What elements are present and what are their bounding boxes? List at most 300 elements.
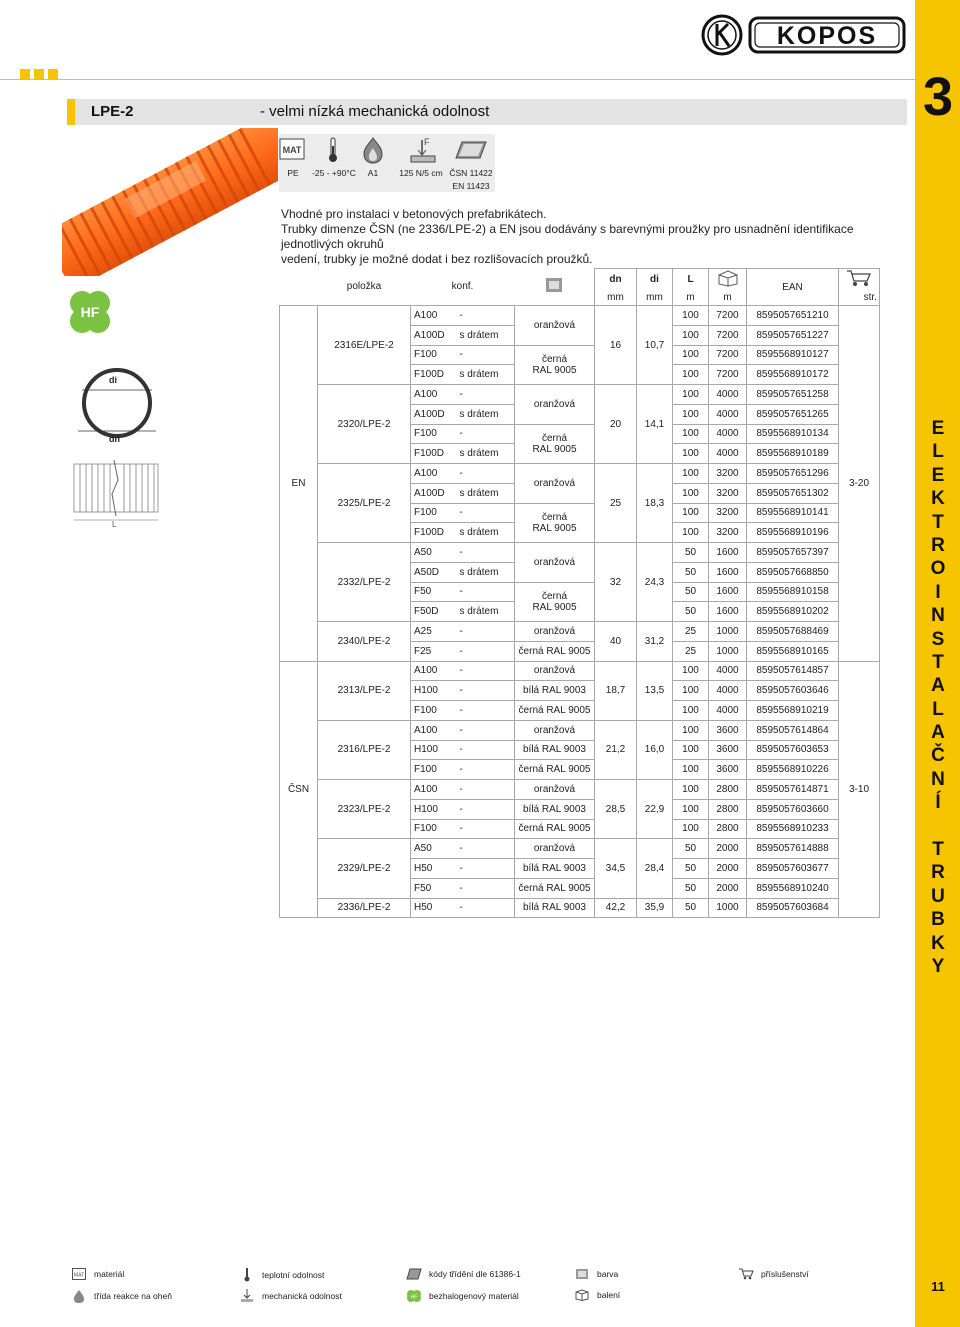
wire-option: - <box>457 780 515 800</box>
item-code: 2332/LPE-2 <box>318 543 411 622</box>
legend-label: třída reakce na oheň <box>94 1291 172 1301</box>
legend-item <box>238 1289 342 1303</box>
side-label-letter: T <box>932 651 944 673</box>
ean-value: 8595568910226 <box>747 760 839 780</box>
svg-text:HF: HF <box>80 304 100 320</box>
color-name: oranžová <box>515 661 595 681</box>
wire-option: s drátem <box>457 602 515 622</box>
color-swatch-icon <box>515 269 595 306</box>
side-label-letter: A <box>931 675 945 697</box>
pack-value: 4000 <box>709 444 747 464</box>
chapter-number: 3 <box>922 67 954 127</box>
wire-option: - <box>457 819 515 839</box>
color-name <box>515 503 595 543</box>
header-rule <box>0 79 915 80</box>
color-name: oranžová <box>515 464 595 504</box>
side-label-letter: K <box>931 932 945 954</box>
ean-value: 8595568910219 <box>747 701 839 721</box>
conf-code: F100D <box>411 444 457 464</box>
standard-label: ČSN <box>280 661 318 918</box>
item-code: 2316/LPE-2 <box>318 720 411 779</box>
header-square <box>34 69 44 79</box>
conf-code: F100 <box>411 701 457 721</box>
pack-value: 3600 <box>709 760 747 780</box>
package-icon <box>709 269 747 291</box>
wire-option: - <box>457 681 515 701</box>
unit-pack: m <box>709 290 747 306</box>
color-name-line: černá <box>541 590 567 602</box>
flame-icon <box>360 136 386 164</box>
ean-value: 8595057614857 <box>747 661 839 681</box>
ean-value: 8595057614888 <box>747 839 839 859</box>
spec-standard: EN 11423 <box>452 181 490 191</box>
color-name: bílá RAL 9003 <box>515 898 595 918</box>
standard-label: EN <box>280 306 318 662</box>
side-label-letter: O <box>930 558 946 580</box>
pack-value: 2800 <box>709 780 747 800</box>
side-label-letter: N <box>931 768 945 790</box>
length-value: 100 <box>673 424 709 444</box>
side-label-letter: Y <box>931 955 945 977</box>
color-name: oranžová <box>515 543 595 583</box>
color-name-line: černá <box>541 353 567 365</box>
spec-mechanical: 125 N/5 cm <box>399 168 443 178</box>
side-label-letter: L <box>932 698 944 720</box>
ean-value: 8595057614864 <box>747 720 839 740</box>
svg-text:dn: dn <box>109 434 120 444</box>
page-number: 11 <box>931 1279 945 1294</box>
package-icon <box>573 1289 591 1301</box>
header-conf: konf. <box>451 281 474 293</box>
conf-code: F100 <box>411 424 457 444</box>
description-line: Trubky dimenze ČSN (ne 2336/LPE-2) a EN jsou dodávány s barevnými proužky pro usnadnění identifikace jednotlivých okruhů <box>281 222 854 251</box>
inner-diameter: 10,7 <box>637 306 673 385</box>
color-name: černá RAL 9005 <box>515 641 595 661</box>
side-label-letter: E <box>931 464 945 486</box>
ean-value: 8595568910134 <box>747 424 839 444</box>
conf-code: A50 <box>411 839 457 859</box>
spec-standard: ČSN 11422 <box>449 168 493 178</box>
legend-item <box>70 1289 172 1303</box>
product-code: LPE-2 <box>91 103 134 120</box>
flame-icon <box>70 1289 88 1303</box>
length-value: 25 <box>673 622 709 642</box>
pack-value: 7200 <box>709 306 747 326</box>
ean-value: 8595568910172 <box>747 365 839 385</box>
wire-option: s drátem <box>457 483 515 503</box>
legend-item <box>573 1268 618 1280</box>
ean-value: 8595568910189 <box>747 444 839 464</box>
outer-diameter: 40 <box>595 622 637 662</box>
conf-code: A100D <box>411 325 457 345</box>
unit-dn: mm <box>595 290 637 306</box>
legend-label: barva <box>597 1269 619 1279</box>
legend-label: materiál <box>94 1269 125 1279</box>
side-label-letter: A <box>931 722 945 744</box>
accessories-cart-icon <box>737 1268 755 1280</box>
outer-diameter: 25 <box>595 464 637 543</box>
item-code: 2313/LPE-2 <box>318 661 411 720</box>
outer-diameter: 16 <box>595 306 637 385</box>
color-name: oranžová <box>515 306 595 346</box>
color-ral-line: RAL 9005 <box>532 364 577 376</box>
kopos-logo <box>700 13 906 57</box>
code-tag-icon <box>405 1268 423 1280</box>
pack-value: 3600 <box>709 720 747 740</box>
side-label-letter: B <box>931 909 945 931</box>
wire-option: - <box>457 622 515 642</box>
ean-value: 8595057657397 <box>747 543 839 563</box>
pack-value: 7200 <box>709 345 747 365</box>
side-label-letter: R <box>931 862 945 884</box>
ean-value: 8595057651227 <box>747 325 839 345</box>
wire-option: - <box>457 641 515 661</box>
pack-value: 7200 <box>709 365 747 385</box>
length-value: 50 <box>673 859 709 879</box>
wire-option: - <box>457 661 515 681</box>
inner-diameter: 13,5 <box>637 661 673 720</box>
outer-diameter: 20 <box>595 385 637 464</box>
pack-value: 1000 <box>709 641 747 661</box>
halogen-free-badge <box>64 289 116 339</box>
pack-value: 4000 <box>709 701 747 721</box>
length-value: 100 <box>673 701 709 721</box>
outer-diameter: 28,5 <box>595 780 637 839</box>
ean-value: 8595568910240 <box>747 878 839 898</box>
length-value: 100 <box>673 760 709 780</box>
color-name: bílá RAL 9003 <box>515 681 595 701</box>
conf-code: A100D <box>411 404 457 424</box>
pack-value: 3200 <box>709 483 747 503</box>
conf-code: A25 <box>411 622 457 642</box>
item-code: 2320/LPE-2 <box>318 385 411 464</box>
length-value: 25 <box>673 641 709 661</box>
wire-option: - <box>457 701 515 721</box>
color-name: oranžová <box>515 720 595 740</box>
ean-value: 8595568910165 <box>747 641 839 661</box>
length-value: 100 <box>673 523 709 543</box>
svg-text:KOPOS: KOPOS <box>776 22 878 50</box>
length-value: 100 <box>673 661 709 681</box>
conf-code: A100 <box>411 720 457 740</box>
side-label-letter: T <box>932 839 944 861</box>
outer-diameter: 21,2 <box>595 720 637 779</box>
product-description <box>281 207 911 267</box>
product-subtitle: - velmi nízká mechanická odolnost <box>260 103 490 120</box>
item-code: 2323/LPE-2 <box>318 780 411 839</box>
table-row <box>280 720 880 740</box>
header-dn: dn <box>595 269 637 291</box>
conf-code: H100 <box>411 681 457 701</box>
pack-value: 2000 <box>709 839 747 859</box>
side-label-letter: R <box>931 534 945 556</box>
conf-code: A100 <box>411 306 457 326</box>
inner-diameter: 31,2 <box>637 622 673 662</box>
pack-value: 2000 <box>709 878 747 898</box>
inner-diameter: 28,4 <box>637 839 673 898</box>
description-line: vedení, trubky je možné dodat i bez rozlišovacích proužků. <box>281 252 593 266</box>
conf-code: F100D <box>411 523 457 543</box>
thermometer-icon <box>326 136 340 164</box>
inner-diameter: 14,1 <box>637 385 673 464</box>
color-name: bílá RAL 9003 <box>515 859 595 879</box>
item-code: 2340/LPE-2 <box>318 622 411 662</box>
wire-option: - <box>457 878 515 898</box>
ean-value: 8595057603646 <box>747 681 839 701</box>
length-value: 50 <box>673 878 709 898</box>
length-value: 100 <box>673 681 709 701</box>
color-name-line: černá <box>541 511 567 523</box>
force-icon <box>238 1289 256 1303</box>
pack-value: 1600 <box>709 582 747 602</box>
ean-value: 8595057668850 <box>747 562 839 582</box>
material-icon <box>279 137 305 161</box>
spec-fire-class: A1 <box>367 168 379 178</box>
legend-label: příslušenství <box>761 1269 809 1279</box>
inner-diameter: 35,9 <box>637 898 673 918</box>
pack-value: 4000 <box>709 661 747 681</box>
conf-code: A100 <box>411 464 457 484</box>
header-item: položka <box>346 281 382 293</box>
svg-text:F: F <box>424 137 430 147</box>
accessories-cart-icon <box>839 269 880 291</box>
length-value: 100 <box>673 404 709 424</box>
ean-value: 8595568910127 <box>747 345 839 365</box>
ean-value: 8595568910202 <box>747 602 839 622</box>
color-name: černá RAL 9005 <box>515 701 595 721</box>
legend-label: mechanická odolnost <box>262 1291 342 1301</box>
pack-value: 4000 <box>709 404 747 424</box>
svg-text:MAT: MAT <box>282 145 302 155</box>
header-di: di <box>637 269 673 291</box>
table-row <box>280 898 880 918</box>
conf-code: F50 <box>411 878 457 898</box>
side-label-letter: U <box>931 885 945 907</box>
length-value: 50 <box>673 898 709 918</box>
legend-item <box>238 1268 324 1282</box>
force-icon <box>408 136 438 164</box>
wire-option: - <box>457 543 515 563</box>
ean-value: 8595057603660 <box>747 799 839 819</box>
unit-page: str. <box>839 290 880 306</box>
inner-diameter: 16,0 <box>637 720 673 779</box>
wire-option: - <box>457 799 515 819</box>
color-name: oranžová <box>515 780 595 800</box>
side-label-letter: N <box>931 605 945 627</box>
ean-value: 8595057651296 <box>747 464 839 484</box>
halogen-free-icon <box>405 1289 423 1303</box>
pack-value: 1600 <box>709 543 747 563</box>
conf-code: F50 <box>411 582 457 602</box>
wire-option: s drátem <box>457 365 515 385</box>
color-name <box>515 345 595 385</box>
ean-value: 8595057603677 <box>747 859 839 879</box>
unit-di: mm <box>637 290 673 306</box>
color-name: černá RAL 9005 <box>515 878 595 898</box>
item-code: 2336/LPE-2 <box>318 898 411 918</box>
wire-option: - <box>457 839 515 859</box>
length-value: 100 <box>673 483 709 503</box>
legend-label: bezhalogenový materiál <box>429 1291 519 1301</box>
wire-option: - <box>457 582 515 602</box>
pack-value: 3200 <box>709 523 747 543</box>
length-value: 50 <box>673 582 709 602</box>
color-ral-line: RAL 9005 <box>532 601 577 613</box>
conf-code: F100 <box>411 819 457 839</box>
pack-value: 4000 <box>709 681 747 701</box>
pack-value: 3600 <box>709 740 747 760</box>
ean-value: 8595568910196 <box>747 523 839 543</box>
wire-option: - <box>457 720 515 740</box>
wire-option: s drátem <box>457 404 515 424</box>
header-length: L <box>673 269 709 291</box>
length-value: 100 <box>673 740 709 760</box>
color-name <box>515 424 595 464</box>
conf-code: A100 <box>411 661 457 681</box>
outer-diameter: 32 <box>595 543 637 622</box>
table-row <box>280 464 880 484</box>
inner-diameter: 22,9 <box>637 780 673 839</box>
wire-option: - <box>457 503 515 523</box>
length-value: 100 <box>673 385 709 405</box>
wire-option: s drátem <box>457 444 515 464</box>
wire-option: s drátem <box>457 562 515 582</box>
side-label-letter: Č <box>931 745 945 767</box>
pack-value: 1600 <box>709 602 747 622</box>
legend-item <box>573 1289 620 1301</box>
outer-diameter: 18,7 <box>595 661 637 720</box>
pack-value: 3200 <box>709 464 747 484</box>
pack-value: 7200 <box>709 325 747 345</box>
length-value: 100 <box>673 306 709 326</box>
ean-value: 8595057651210 <box>747 306 839 326</box>
table-row <box>280 622 880 642</box>
ean-value: 8595568910158 <box>747 582 839 602</box>
svg-text:MAT: MAT <box>73 1272 85 1279</box>
legend-item <box>737 1268 809 1280</box>
pack-value: 1600 <box>709 562 747 582</box>
header-square <box>48 69 58 79</box>
header-ean: EAN <box>747 269 839 306</box>
pack-value: 2000 <box>709 859 747 879</box>
color-name: oranžová <box>515 622 595 642</box>
wire-option: - <box>457 345 515 365</box>
conf-code: A100 <box>411 385 457 405</box>
unit-length: m <box>673 290 709 306</box>
ean-value: 8595057603653 <box>747 740 839 760</box>
conf-code: F25 <box>411 641 457 661</box>
table-row <box>280 385 880 405</box>
length-value: 100 <box>673 503 709 523</box>
page-reference: 3-20 <box>839 306 880 662</box>
outer-diameter: 42,2 <box>595 898 637 918</box>
color-name <box>515 582 595 622</box>
table-row <box>280 306 880 326</box>
legend-item <box>405 1289 519 1303</box>
length-value: 100 <box>673 444 709 464</box>
wire-option: - <box>457 859 515 879</box>
legend-item <box>405 1268 521 1280</box>
section-vertical-label <box>918 417 958 978</box>
wire-option: - <box>457 740 515 760</box>
color-name: černá RAL 9005 <box>515 819 595 839</box>
ean-value: 8595057614871 <box>747 780 839 800</box>
conf-code: F100D <box>411 365 457 385</box>
pack-value: 4000 <box>709 424 747 444</box>
ean-value: 8595057651265 <box>747 404 839 424</box>
ean-value: 8595057651258 <box>747 385 839 405</box>
item-code: 2325/LPE-2 <box>318 464 411 543</box>
length-value: 50 <box>673 562 709 582</box>
conf-code: H50 <box>411 898 457 918</box>
product-table <box>279 268 880 918</box>
color-ral-line: RAL 9005 <box>532 522 577 534</box>
ean-value: 8595057651302 <box>747 483 839 503</box>
side-label-letter: E <box>931 418 945 439</box>
conf-code: H100 <box>411 740 457 760</box>
cross-section-drawing <box>72 365 162 445</box>
thermometer-icon <box>238 1268 256 1282</box>
inner-diameter: 24,3 <box>637 543 673 622</box>
length-value: 100 <box>673 720 709 740</box>
item-code: 2316E/LPE-2 <box>318 306 411 385</box>
pack-value: 1000 <box>709 622 747 642</box>
conf-code: H50 <box>411 859 457 879</box>
table-row <box>280 661 880 681</box>
length-value: 50 <box>673 602 709 622</box>
item-code: 2329/LPE-2 <box>318 839 411 898</box>
side-label-letter <box>918 815 958 838</box>
conf-code: F100 <box>411 345 457 365</box>
length-value: 50 <box>673 839 709 859</box>
side-label-letter: Í <box>935 792 941 814</box>
spec-material: PE <box>287 168 299 178</box>
wire-option: - <box>457 898 515 918</box>
conf-code: F50D <box>411 602 457 622</box>
side-label-letter: T <box>932 511 944 533</box>
ean-value: 8595057688469 <box>747 622 839 642</box>
length-value: 100 <box>673 345 709 365</box>
length-value: 50 <box>673 543 709 563</box>
conf-code: A50D <box>411 562 457 582</box>
color-name: bílá RAL 9003 <box>515 740 595 760</box>
table-row <box>280 839 880 859</box>
title-accent <box>67 99 75 125</box>
description-line: Vhodné pro instalaci v betonových prefabrikátech. <box>281 207 547 221</box>
conf-code: H100 <box>411 799 457 819</box>
header-spacer <box>280 269 318 306</box>
table-row <box>280 543 880 563</box>
conf-code: A100 <box>411 780 457 800</box>
color-name: oranžová <box>515 385 595 425</box>
legend-item <box>70 1268 124 1280</box>
pack-value: 1000 <box>709 898 747 918</box>
side-label-letter: K <box>931 488 945 510</box>
pack-value: 4000 <box>709 385 747 405</box>
pipe-photo <box>62 128 278 276</box>
wire-option: - <box>457 424 515 444</box>
length-value: 100 <box>673 819 709 839</box>
pack-value: 2800 <box>709 819 747 839</box>
svg-text:L: L <box>112 520 117 528</box>
conf-code: F100 <box>411 503 457 523</box>
table-row <box>280 780 880 800</box>
length-value: 100 <box>673 780 709 800</box>
svg-text:HF: HF <box>410 1294 418 1301</box>
side-label-letter: L <box>932 441 944 463</box>
spec-temperature: -25 - +90°C <box>312 168 356 178</box>
legend-label: balení <box>597 1290 621 1300</box>
